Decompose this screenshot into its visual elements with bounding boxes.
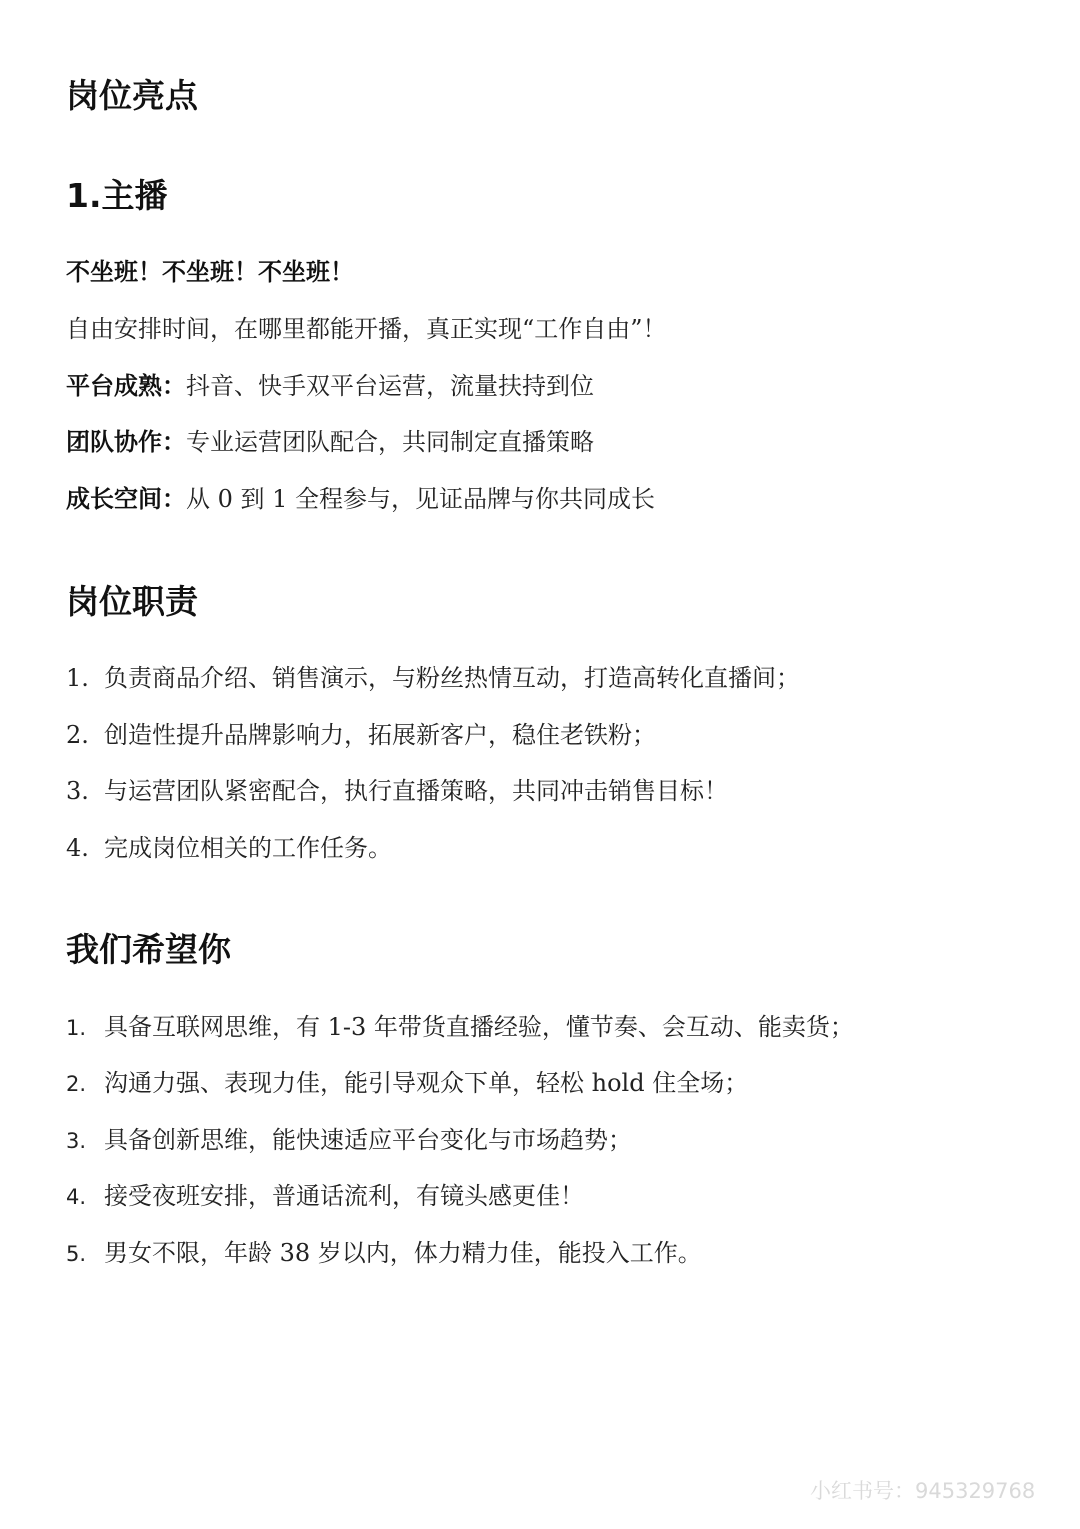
list-item-text: 男女不限，年龄 38 岁以内，体力精力佳，能投入工作。: [104, 1239, 702, 1267]
list-item-text: 创造性提升品牌影响力，拓展新客户，稳住老铁粉；: [104, 721, 656, 749]
highlight-point: [66, 482, 655, 516]
list-item-text: 接受夜班安排，普通话流利，有镜头感更佳！: [104, 1182, 584, 1210]
list-item: [66, 831, 392, 866]
highlight-point-lead: 成长空间：: [66, 484, 186, 513]
slogan: 不坐班！不坐班！不坐班！: [66, 257, 354, 286]
list-item: [66, 1123, 632, 1158]
list-item: [66, 774, 728, 809]
list-item: [66, 1010, 854, 1045]
list-item: [66, 1066, 748, 1101]
section-title-requirements: 我们希望你: [66, 930, 231, 969]
list-item-number: 1.: [66, 664, 89, 692]
freedom-text: 自由安排时间，在哪里都能开播，真正实现“工作自由”！: [66, 315, 667, 343]
section-title-duties: 岗位职责: [66, 582, 198, 621]
list-item-number: 1.: [66, 1016, 87, 1040]
highlight-point-text: 从 0 到 1 全程参与，见证品牌与你共同成长: [186, 485, 656, 513]
list-item: [66, 1179, 584, 1214]
highlight-point-text: 专业运营团队配合，共同制定直播策略: [186, 428, 594, 456]
list-item: [66, 1236, 702, 1271]
highlight-point: [66, 369, 594, 403]
list-item-number: 5.: [66, 1242, 87, 1266]
list-item-text: 具备创新思维，能快速适应平台变化与市场趋势；: [104, 1126, 632, 1154]
watermark-account-id: 小红书号：945329768: [810, 1479, 1036, 1503]
highlight-point: [66, 425, 594, 459]
list-item-text: 沟通力强、表现力佳，能引导观众下单，轻松 hold 住全场；: [104, 1069, 749, 1097]
list-item: [66, 718, 656, 753]
list-item: [66, 661, 800, 696]
list-item-number: 2.: [66, 721, 89, 749]
highlight-point-text: 抖音、快手双平台运营，流量扶持到位: [186, 372, 594, 400]
list-item-text: 负责商品介绍、销售演示，与粉丝热情互动，打造高转化直播间；: [104, 664, 800, 692]
list-item-number: 3.: [66, 777, 89, 805]
list-item-number: 4.: [66, 1185, 87, 1209]
section-title-highlights: 岗位亮点: [66, 76, 198, 115]
role-title: 1.主播: [66, 176, 168, 215]
list-item-text: 完成岗位相关的工作任务。: [104, 834, 392, 862]
list-item-number: 4.: [66, 834, 89, 862]
highlight-point-lead: 团队协作：: [66, 427, 186, 456]
list-item-text: 与运营团队紧密配合，执行直播策略，共同冲击销售目标！: [104, 777, 728, 805]
list-item-number: 3.: [66, 1129, 87, 1153]
highlight-point-lead: 平台成熟：: [66, 371, 186, 400]
list-item-text: 具备互联网思维，有 1-3 年带货直播经验，懂节奏、会互动、能卖货；: [104, 1013, 854, 1041]
list-item-number: 2.: [66, 1072, 87, 1096]
